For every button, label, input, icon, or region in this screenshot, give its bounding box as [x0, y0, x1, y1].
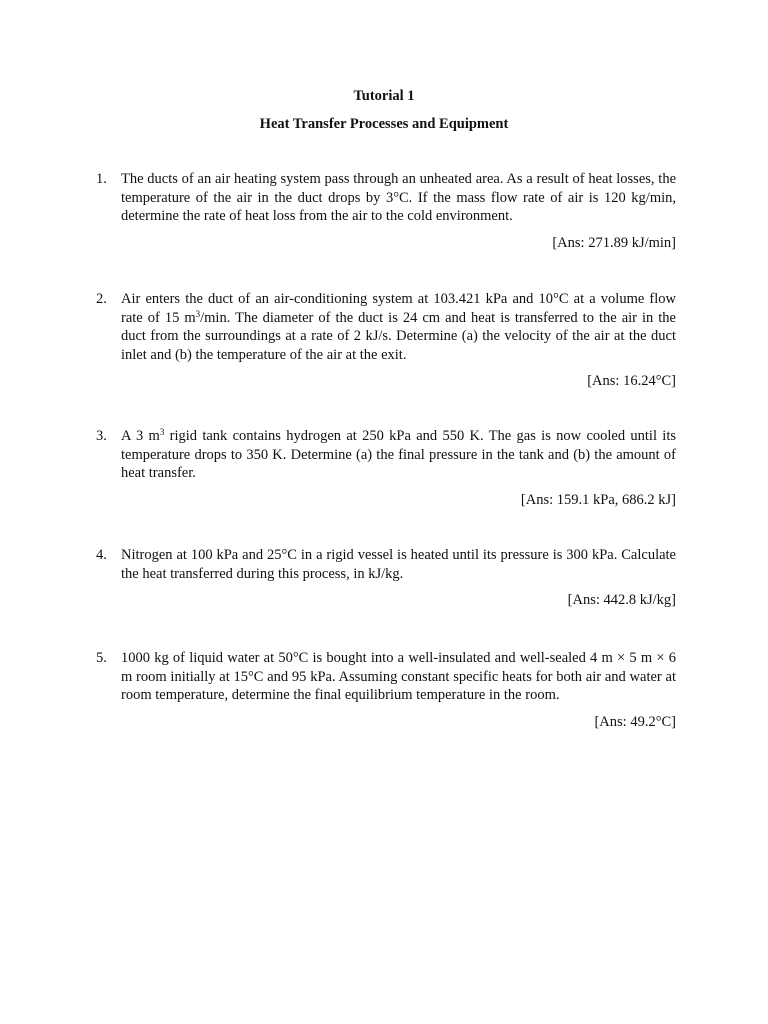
question-answer: [Ans: 16.24°C]: [587, 373, 676, 389]
superscript: 3: [159, 427, 165, 437]
question-text: 1000 kg of liquid water at 50°C is bought into a well-insulated and well-sealed 4 m × 5 m × 6 m room initially at 15°C and 95 kPa. Assuming constant specific heats for both air and water at room temperature, determine the final equilibrium temperature in the room.: [121, 650, 676, 703]
question-answer: [Ans: 159.1 kPa, 686.2 kJ]: [520, 491, 676, 508]
question-text: The ducts of an air heating system pass through an unheated area. As a result of heat losses, the temperature of the air in the duct drops by 3°C. If the mass flow rate of air is 120 kg/min, determine the rate of heat loss from the air to the cold environment.: [121, 171, 676, 224]
document-subtitle: Heat Transfer Processes and Equipment: [259, 116, 509, 132]
question-text-part: A 3 m: [121, 428, 160, 444]
question-3: [96, 427, 676, 509]
question-text-part: Air enters the duct of an air-conditioning system at 103.421 kPa and 10°C at a volume flow rate of 15 m: [121, 291, 676, 326]
question-number: 2.: [96, 291, 107, 307]
document-title: Tutorial 1: [353, 88, 415, 104]
question-number: 1.: [96, 171, 107, 187]
question-2: [96, 290, 676, 391]
question-answer: [Ans: 442.8 kJ/kg]: [567, 592, 676, 608]
question-5: [96, 649, 676, 731]
question-text: [121, 290, 676, 364]
question-number: 4.: [96, 547, 107, 563]
superscript: 3: [195, 308, 201, 319]
question-answer: [Ans: 49.2°C]: [594, 713, 676, 730]
question-text: Nitrogen at 100 kPa and 25°C in a rigid vessel is heated until its pressure is 300 kPa. Calculate the heat transferred during this process, in kJ/kg.: [121, 547, 676, 582]
question-text-part: /min. The diameter of the duct is 24 cm and heat is transferred to the air in the duct from the surroundings at a rate of 2 kJ/s. Determine (a) the velocity of the air at the duct inlet and (b) the temperature of the air at the exit.: [121, 309, 676, 363]
question-text: [121, 427, 676, 483]
question-1: [96, 170, 676, 252]
question-text-part: rigid tank contains hydrogen at 250 kPa and 550 K. The gas is now cooled until its temperature drops to 350 K. Determine (a) the final pressure in the tank and (b) the amount of heat transfer.: [121, 428, 676, 481]
question-number: 5.: [96, 650, 107, 666]
question-number: 3.: [96, 428, 107, 444]
question-answer: [Ans: 271.89 kJ/min]: [552, 234, 676, 251]
question-4: [96, 546, 676, 610]
